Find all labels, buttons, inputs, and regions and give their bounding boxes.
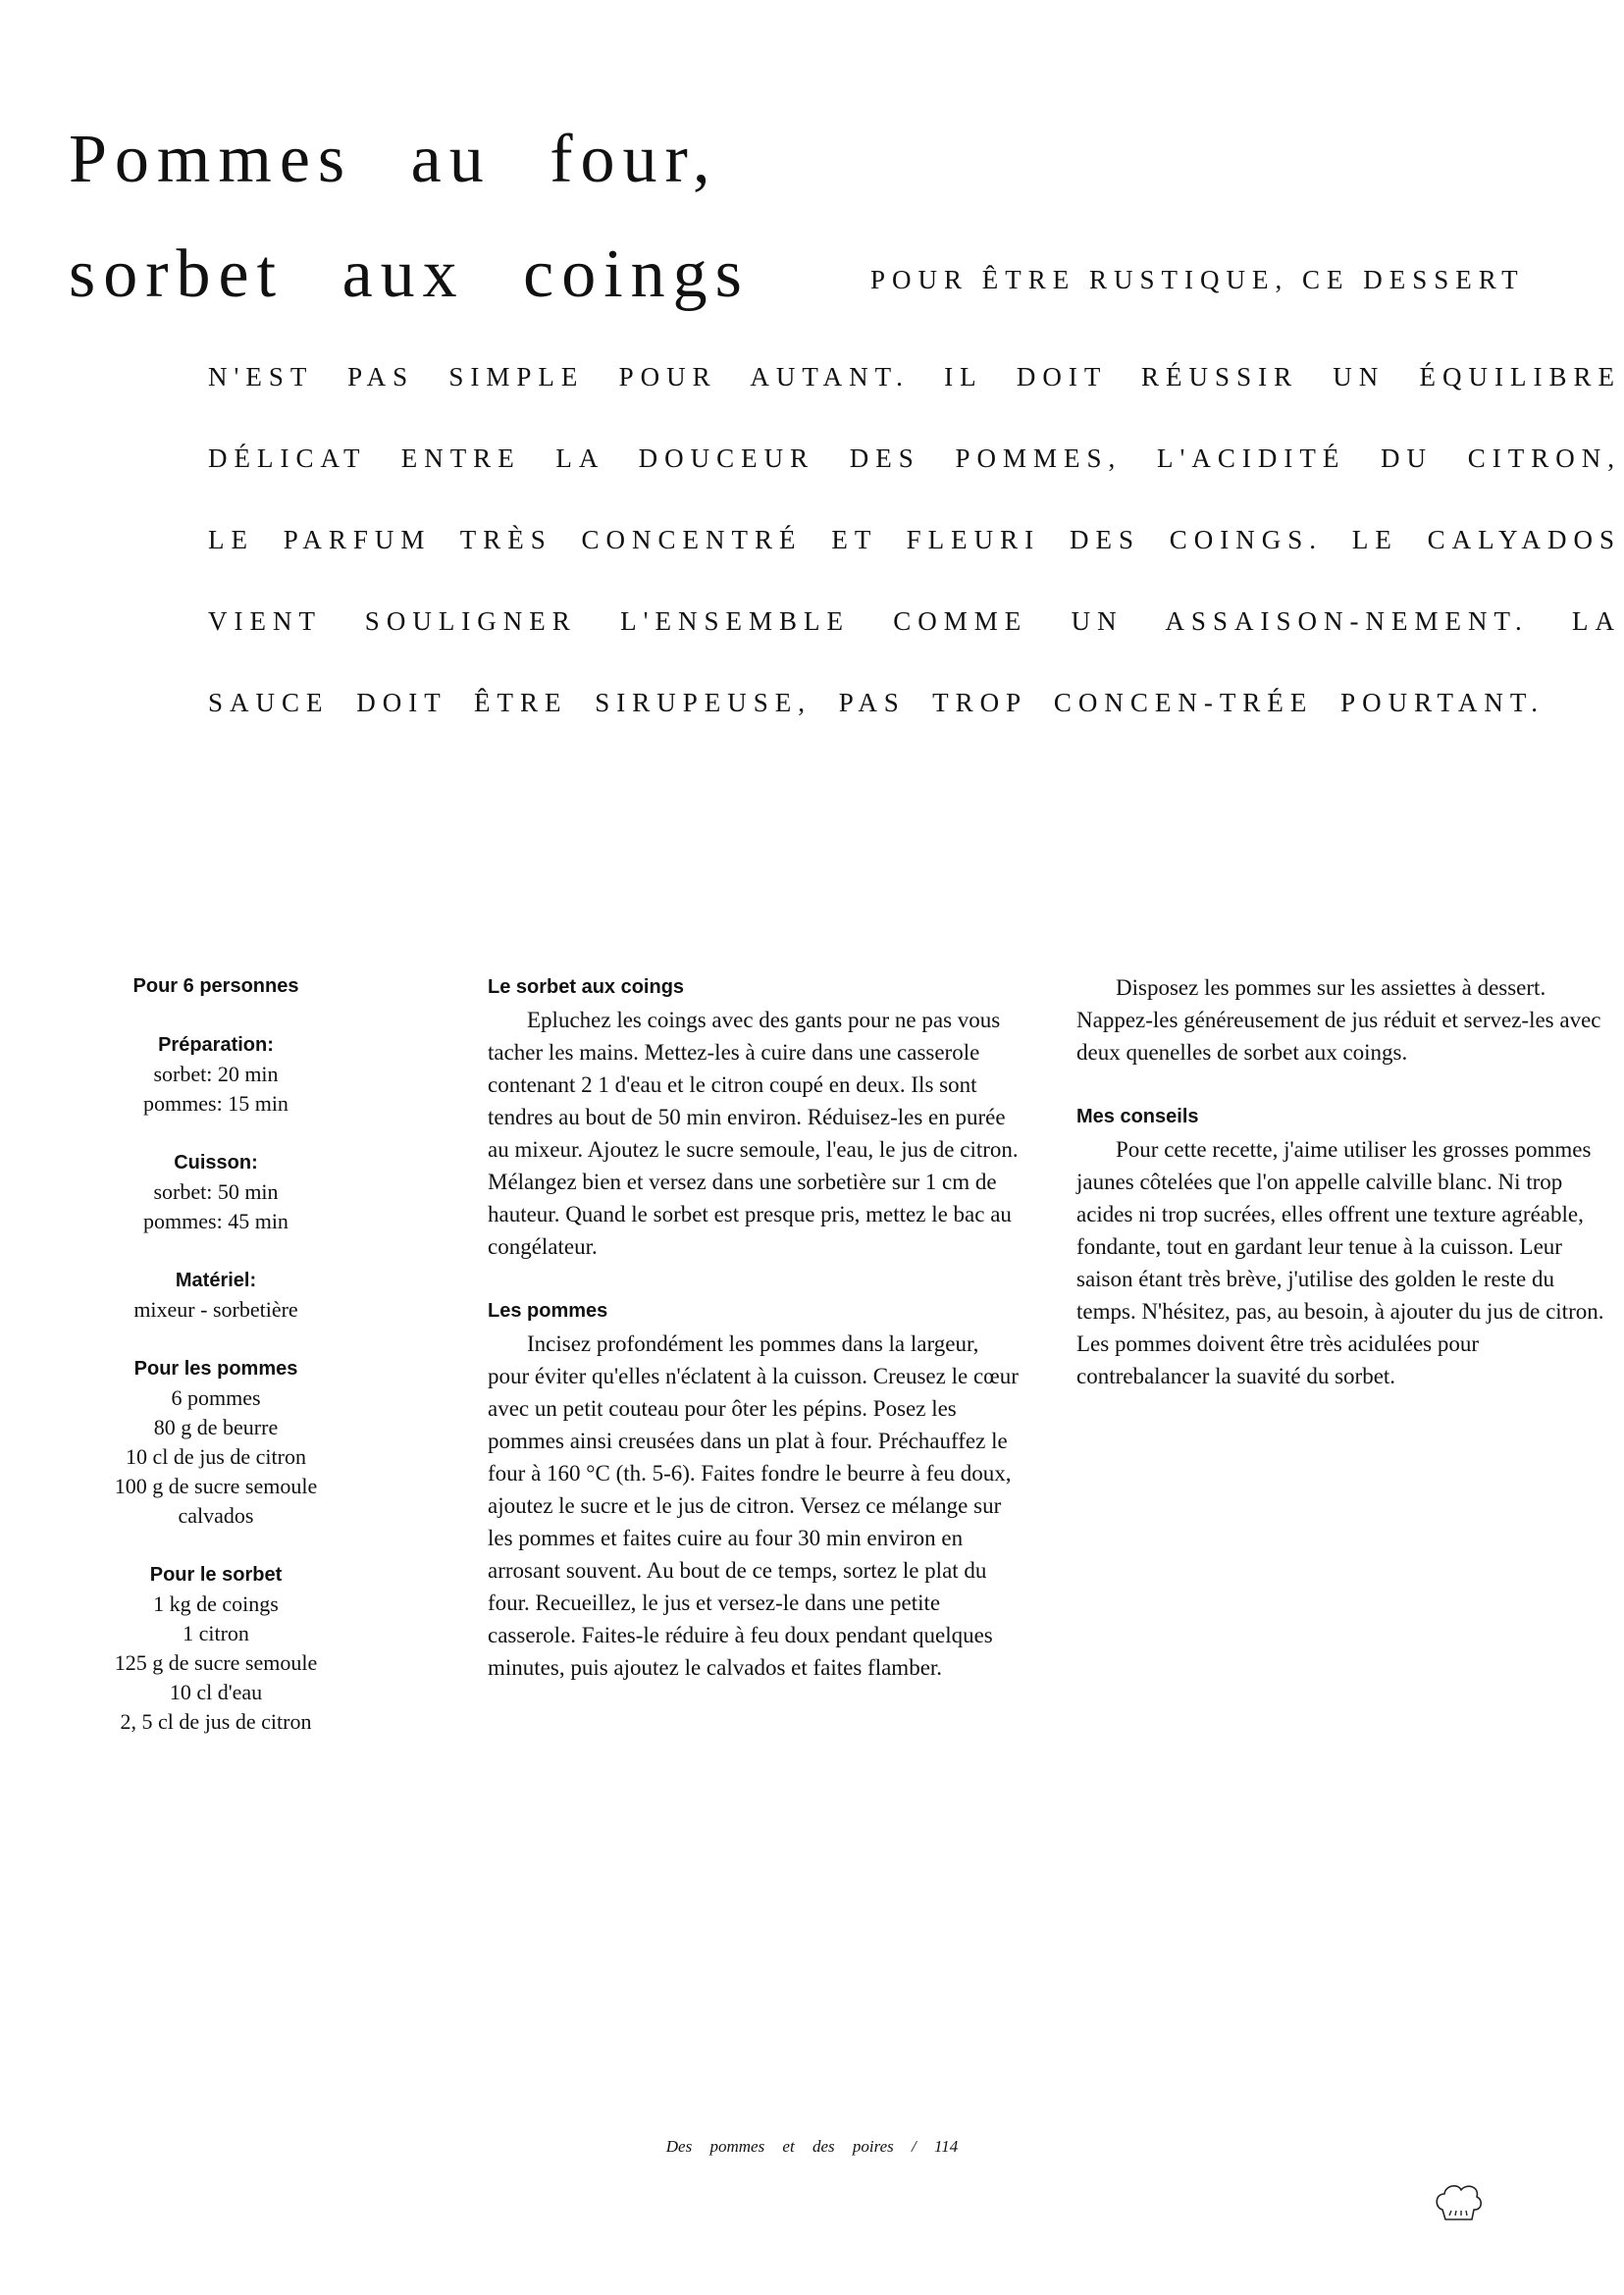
- cooking-label: Cuisson:: [174, 1152, 258, 1174]
- ingredient-item: 1 kg de coings: [153, 1591, 279, 1616]
- preparation-sorbet: sorbet: 20 min: [153, 1062, 279, 1086]
- tips-text: Pour cette recette, j'aime utiliser les grosses pommes jaunes côtelées que l'on appelle calville blanc. Ni trop acides ni trop sucrées, elles offrent une texture agréable, fondante, tout en gardant leur tenue à la cuisson. Leur saison étant très brève, j'utilise des golden le reste du temps. N'hésitez, pas, au besoin, à ajouter du jus de citron. Les pommes doivent être très acidulées pour contrebalancer la suavité du sorbet.: [1076, 1137, 1604, 1388]
- servings: Pour 6 personnes: [132, 975, 299, 997]
- method-column: [488, 971, 1022, 1684]
- apples-ingredients-label: Pour les pommes: [133, 1358, 298, 1380]
- equipment-list: mixeur - sorbetière: [133, 1297, 298, 1322]
- serving-instructions: Disposez les pommes sur les assiettes à dessert. Nappez-les généreusement de jus réduit et servez-les avec deux quenelles de sorbet aux coings.: [1076, 975, 1601, 1065]
- intro-paragraph: N'EST PAS SIMPLE POUR AUTANT. IL DOIT RÉUSSIR UN ÉQUILIBRE DÉLICAT ENTRE LA DOUCEUR DES POMMES, L'ACIDITÉ DU CITRON, LE PARFUM TRÈS CONCENTRÉ ET FLEURI DES COINGS. LE CALYADOS VIENT SOULIGNER L'ENSEMBLE COMME UN ASSAISON-NEMENT. LA SAUCE DOIT ÊTRE SIRUPEUSE, PAS TROP CONCEN-TRÉE POURTANT.: [208, 362, 1621, 717]
- ingredient-item: 10 cl de jus de citron: [126, 1444, 306, 1469]
- ingredient-item: 1 citron: [183, 1621, 249, 1645]
- sorbet-instructions: Epluchez les coings avec des gants pour ne pas vous tacher les mains. Mettez-les à cuire dans une casserole contenant 2 1 d'eau et le citron coupé en deux. Ils sont tendres au bout de 50 min environ. Réduisez-les en purée au mixeur. Ajoutez le sucre semoule, l'eau, le jus de citron. Mélangez bien et versez dans une sorbetière sur 1 cm de hauteur. Quand le sorbet est presque pris, mettez le bac au congélateur.: [488, 1008, 1019, 1259]
- preparation-label: Préparation:: [158, 1034, 274, 1056]
- recipe-title-line-2: sorbet aux coings: [69, 236, 750, 312]
- equipment-label: Matériel:: [175, 1270, 257, 1291]
- sorbet-section-heading: Le sorbet aux coings: [488, 976, 685, 998]
- recipe-info-sidebar: [79, 971, 353, 1766]
- pommes-section-heading: Les pommes: [488, 1300, 608, 1322]
- recipe-title-line-1: Pommes au four,: [69, 122, 718, 197]
- ingredient-item: 125 g de sucre semoule: [114, 1650, 318, 1675]
- tips-heading: Mes conseils: [1076, 1106, 1199, 1127]
- serving-tips-column: [1076, 971, 1614, 1392]
- page-footer: Des pommes et des poires / 114: [665, 2137, 959, 2156]
- ingredient-item: 2, 5 cl de jus de citron: [120, 1709, 312, 1734]
- preparation-pommes: pommes: 15 min: [143, 1091, 288, 1116]
- pommes-instructions: Incisez profondément les pommes dans la largeur, pour éviter qu'elles n'éclatent à la cuisson. Creusez le cœur avec un petit couteau pour ôter les pépins. Posez les pommes ainsi creusées dans un plat à four. Préchauffez le four à 160 °C (th. 5-6). Faites fondre le beurre à feu doux, ajoutez le sucre et le jus de citron. Versez ce mélange sur les pommes et faites cuire au four 30 min environ en arrosant souvent. Au bout de ce temps, sortez le plat du four. Recueillez, le jus et versez-le dans une petite casserole. Faites-le réduire à feu doux pendant quelques minutes, puis ajoutez le calvados et faites flamber.: [488, 1331, 1019, 1680]
- chef-hat-icon: [1433, 2180, 1484, 2223]
- cooking-sorbet: sorbet: 50 min: [153, 1179, 279, 1204]
- ingredient-item: 100 g de sucre semoule: [114, 1474, 318, 1498]
- sorbet-ingredients-label: Pour le sorbet: [149, 1564, 283, 1586]
- cooking-pommes: pommes: 45 min: [143, 1209, 288, 1233]
- ingredient-item: 6 pommes: [171, 1385, 261, 1410]
- intro-first-line: POUR ÊTRE RUSTIQUE, CE DESSERT: [870, 265, 1525, 294]
- ingredient-item: 80 g de beurre: [153, 1415, 279, 1439]
- ingredient-item: calvados: [178, 1503, 254, 1528]
- ingredient-item: 10 cl d'eau: [169, 1680, 263, 1704]
